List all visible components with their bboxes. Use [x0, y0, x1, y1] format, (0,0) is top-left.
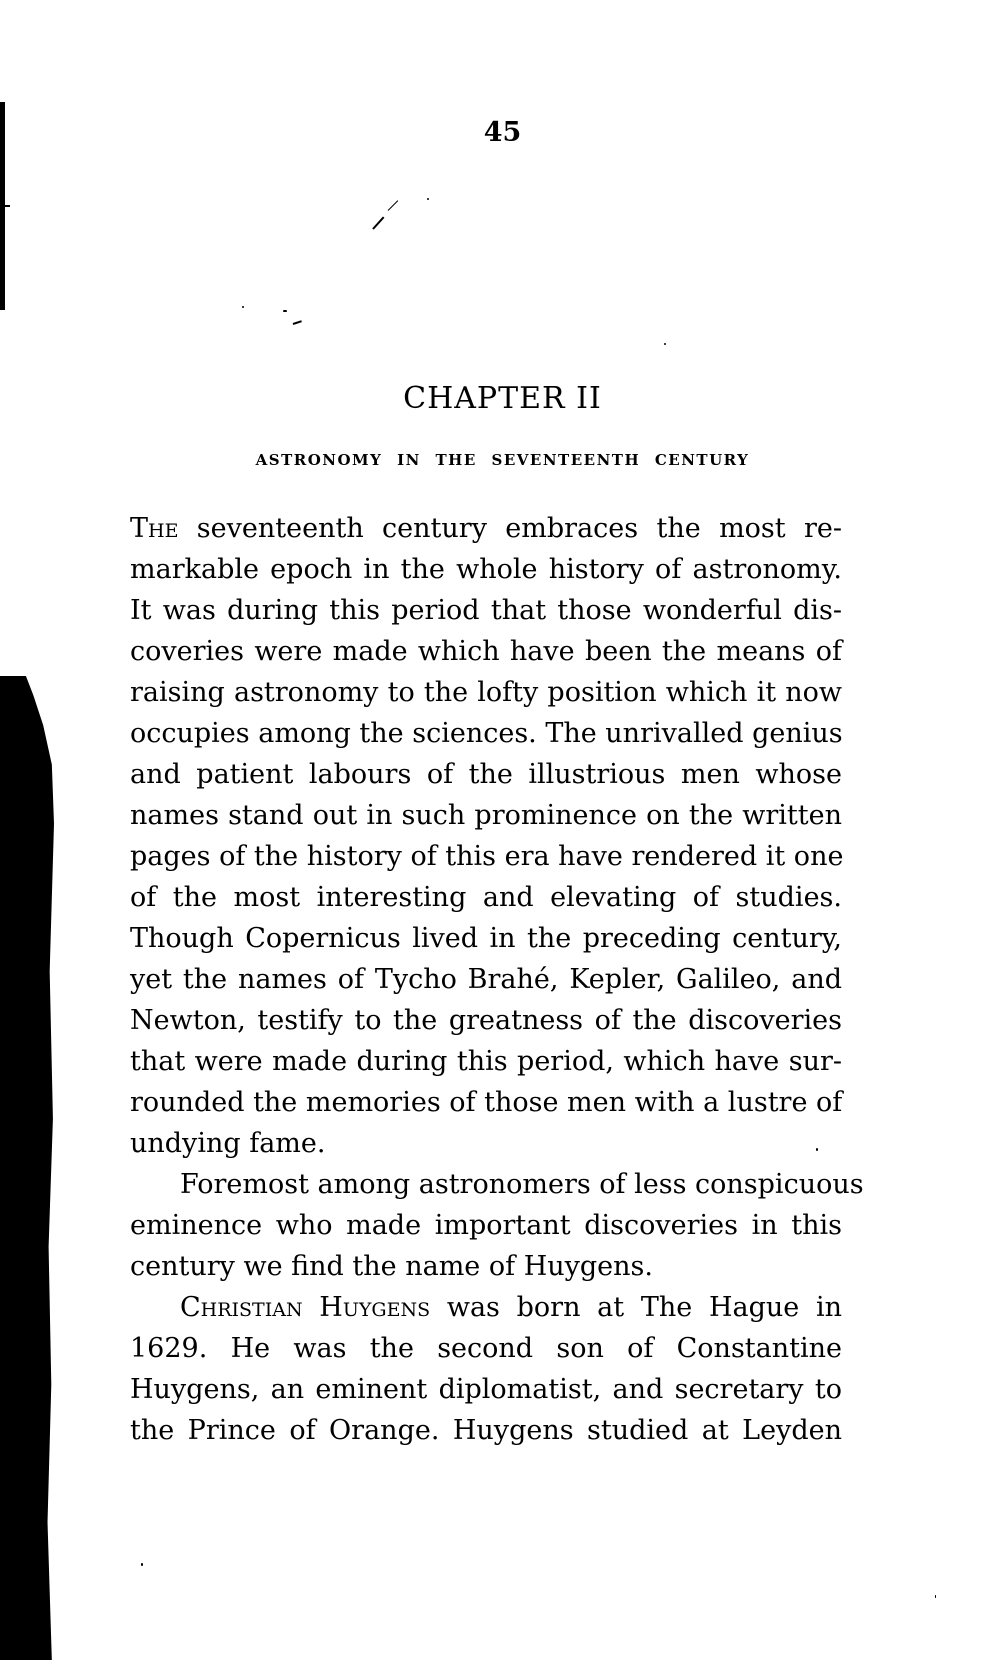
text-line: 1629. He was the second son of Constantine	[130, 1333, 842, 1364]
scan-speck	[283, 310, 287, 312]
text-line: rounded the memories of those men with a lustre of	[130, 1087, 843, 1118]
text-line: century we find the name of Huygens.	[130, 1251, 653, 1282]
text-line: markable epoch in the whole history of astronomy.	[130, 554, 842, 585]
paragraph	[130, 1287, 842, 1451]
paragraph	[130, 1164, 864, 1287]
text-line: Newton, testify to the greatness of the discoveries	[130, 1005, 842, 1036]
body-text	[130, 508, 864, 1451]
scan-speck	[935, 1595, 936, 1598]
text-line: the Prince of Orange. Huygens studied at Leyden	[130, 1415, 842, 1446]
lead-smallcaps: Christian Huygens	[180, 1292, 431, 1323]
chapter-subtitle: ASTRONOMY IN THE SEVENTEENTH CENTURY	[255, 451, 750, 469]
text-line: The seventeenth century embraces the most re-	[130, 513, 842, 544]
page-number: 45	[483, 117, 522, 148]
text-line: Though Copernicus lived in the preceding century,	[130, 923, 842, 954]
text-line: undying fame.	[130, 1128, 326, 1159]
text-line: raising astronomy to the lofty position which it now	[130, 677, 842, 708]
text-line: coveries were made which have been the means of	[130, 636, 842, 667]
scan-edge-artifact-bottom	[0, 676, 54, 1660]
chapter-title: CHAPTER II	[403, 381, 602, 416]
text-line: that were made during this period, which have sur-	[130, 1046, 842, 1077]
scan-mark-stroke	[388, 200, 399, 211]
text-line: occupies among the sciences. The unrivalled genius	[130, 718, 843, 749]
scan-speck	[242, 306, 244, 308]
scan-speck	[141, 1563, 143, 1566]
lead-smallcaps: The	[130, 513, 179, 544]
scan-mark-stroke	[293, 320, 302, 325]
text-line: Huygens, an eminent diplomatist, and secretary to	[130, 1374, 842, 1405]
text-line: pages of the history of this era have rendered it one	[130, 841, 844, 872]
paragraph	[130, 508, 842, 1164]
text-line: names stand out in such prominence on the written	[130, 800, 842, 831]
scan-mark-stroke	[372, 216, 384, 229]
text-line: of the most interesting and elevating of studies.	[130, 882, 842, 913]
text-line: Christian Huygens was born at The Hague in	[180, 1292, 843, 1323]
text-line: eminence who made important discoveries in this	[130, 1210, 842, 1241]
scan-speck	[664, 343, 666, 345]
text-line: and patient labours of the illustrious men whose	[130, 759, 842, 790]
text-line: yet the names of Tycho Brahé, Kepler, Galileo, and	[130, 964, 842, 995]
text-line: It was during this period that those wonderful dis-	[130, 595, 842, 626]
scan-edge-tick	[5, 205, 10, 207]
text-line: Foremost among astronomers of less conspicuous	[180, 1169, 864, 1200]
scan-speck	[427, 198, 429, 200]
